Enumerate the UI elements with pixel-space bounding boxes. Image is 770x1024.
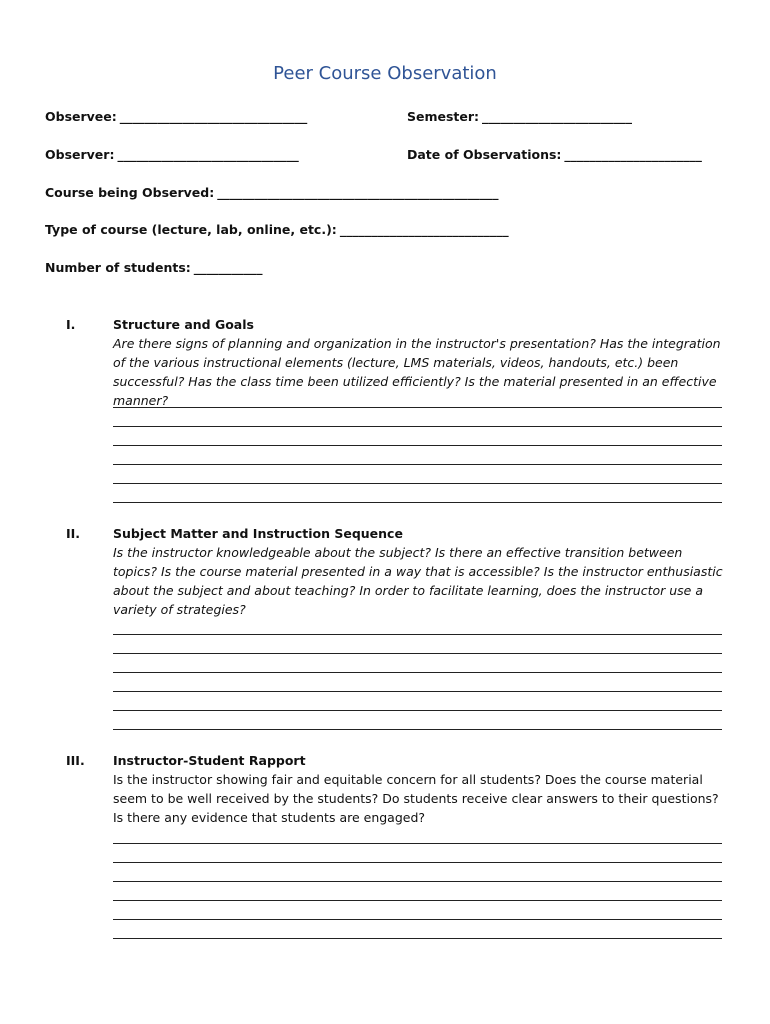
section-number: II. — [66, 526, 81, 541]
answer-line[interactable] — [113, 464, 722, 465]
answer-line[interactable] — [113, 426, 722, 427]
semester-field[interactable] — [407, 109, 632, 124]
observee-label: Observee: — [45, 109, 117, 124]
course-type-field[interactable] — [45, 222, 509, 237]
course-field[interactable] — [45, 185, 498, 200]
answer-line[interactable] — [113, 919, 722, 920]
answer-line[interactable] — [113, 691, 722, 692]
section-description: Is the instructor knowledgeable about the subject? Is there an effective transition between topics? Is the course material presented in a way that is accessible? Is the instructor enthusiastic about the subject and about teaching? In order to facilitate learning, does the instructor use a variety of strategies? — [113, 545, 723, 617]
answer-line[interactable] — [113, 672, 722, 673]
answer-line[interactable] — [113, 938, 722, 939]
section-description: Is the instructor showing fair and equitable concern for all students? Does the course material seem to be well received by the students? Do students receive clear answers to their questions? Is there any evidence that students are engaged? — [113, 772, 719, 825]
section-title: Structure and Goals — [113, 317, 254, 332]
course-label: Course being Observed: — [45, 185, 215, 200]
students-blank[interactable]: ___________ — [193, 260, 263, 275]
observer-label: Observer: — [45, 147, 115, 162]
semester-blank[interactable]: ________________________ — [482, 109, 633, 124]
date-field[interactable] — [407, 147, 702, 162]
answer-line[interactable] — [113, 710, 722, 711]
date-label: Date of Observations: — [407, 147, 562, 162]
answer-line[interactable] — [113, 862, 722, 863]
answer-line[interactable] — [113, 445, 722, 446]
course-blank[interactable]: _____________________________________________ — [217, 185, 499, 200]
course-type-blank[interactable]: ___________________________ — [339, 222, 509, 237]
section-number: I. — [66, 317, 76, 332]
observee-field[interactable] — [45, 109, 307, 124]
answer-line[interactable] — [113, 483, 722, 484]
course-type-label: Type of course (lecture, lab, online, etc.): — [45, 222, 337, 237]
observee-blank[interactable]: ______________________________ — [119, 109, 308, 124]
answer-line[interactable] — [113, 843, 722, 844]
date-blank[interactable]: ______________________ — [564, 147, 702, 162]
answer-line[interactable] — [113, 407, 722, 408]
section-description: Are there signs of planning and organization in the instructor's presentation? Has the integration of the various instructional elements (lecture, LMS materials, videos, handouts, etc.) been successful? Has the class time been utilized efficiently? Is the material presented in an effective manner? — [113, 336, 721, 408]
observer-blank[interactable]: _____________________________ — [117, 147, 299, 162]
section-title: Instructor-Student Rapport — [113, 753, 306, 768]
section-title: Subject Matter and Instruction Sequence — [113, 526, 403, 541]
semester-label: Semester: — [407, 109, 480, 124]
answer-line[interactable] — [113, 502, 722, 503]
section-number: III. — [66, 753, 85, 768]
answer-line[interactable] — [113, 900, 722, 901]
answer-line[interactable] — [113, 634, 722, 635]
students-label: Number of students: — [45, 260, 191, 275]
answer-line[interactable] — [113, 729, 722, 730]
students-field[interactable] — [45, 260, 263, 275]
page-title: Peer Course Observation — [273, 63, 497, 84]
observer-field[interactable] — [45, 147, 299, 162]
answer-line[interactable] — [113, 881, 722, 882]
answer-line[interactable] — [113, 653, 722, 654]
